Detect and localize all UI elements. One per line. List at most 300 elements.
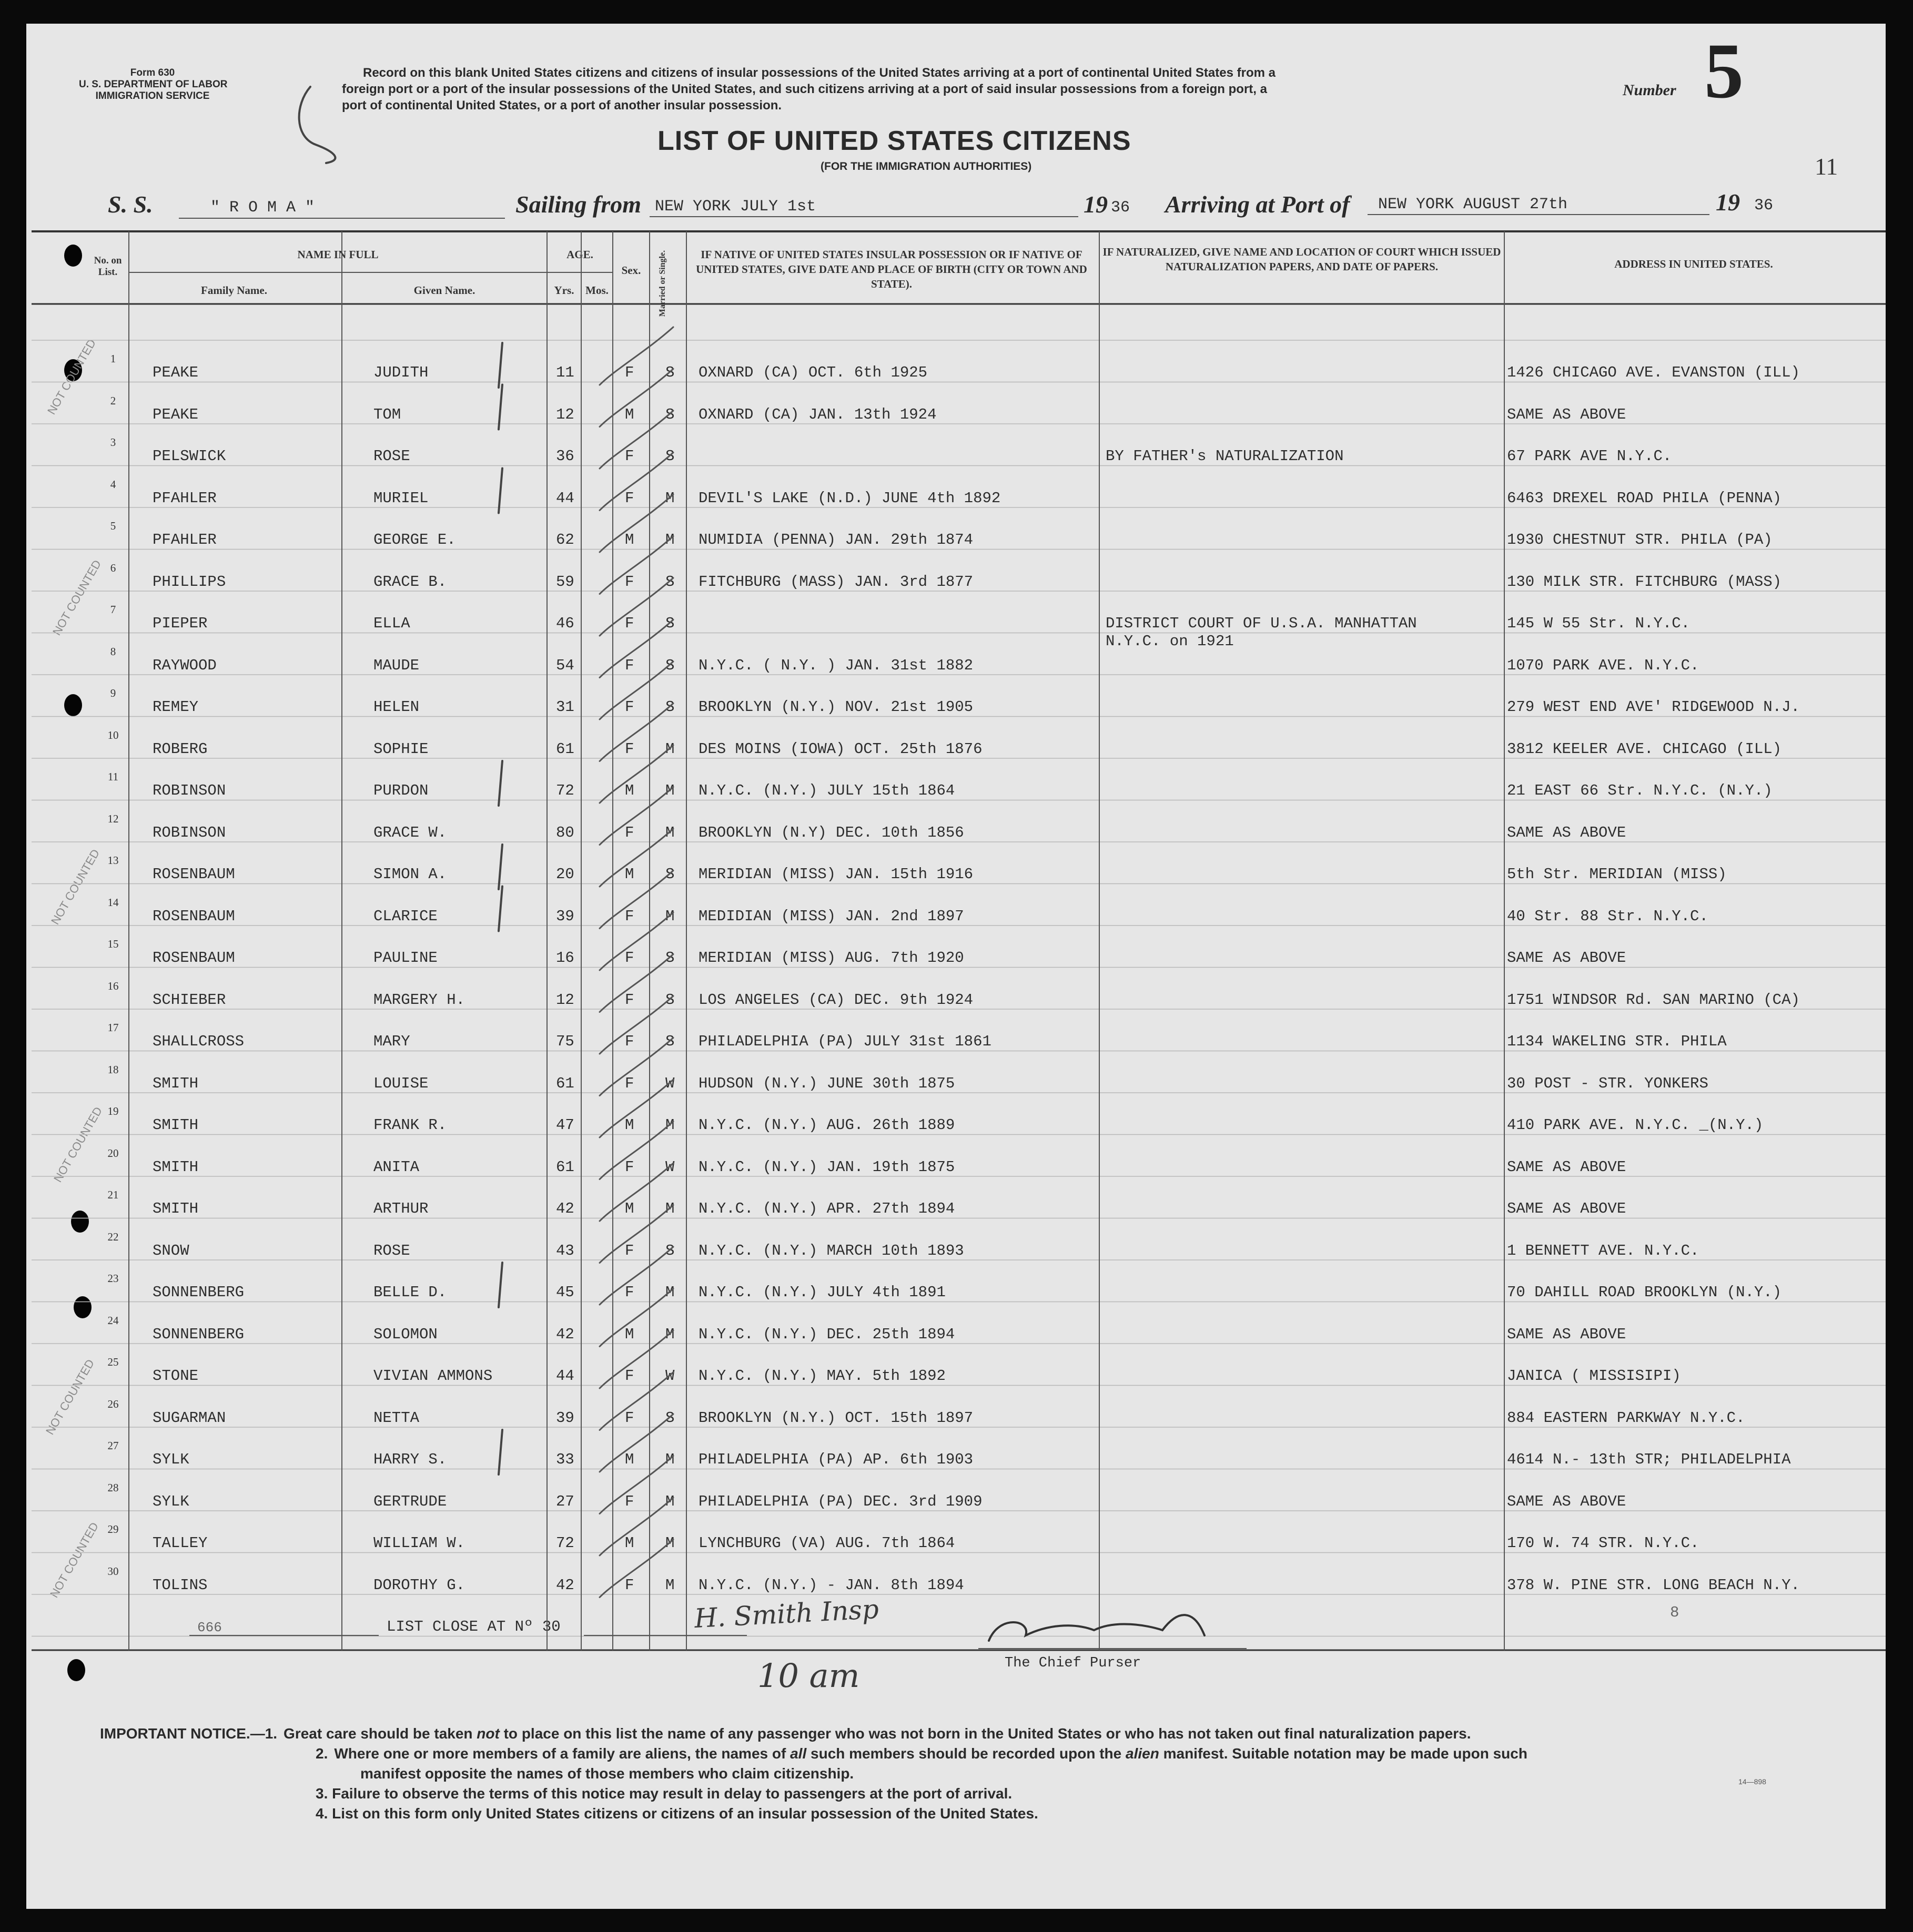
cell-no: 14 [107,896,119,909]
cell-age: 42 [556,1200,574,1217]
cell-given: MURIEL [373,489,429,507]
number-label: Number [1623,82,1676,99]
cell-age: 42 [556,1576,574,1594]
cell-family: SYLK [153,1492,189,1510]
cell-family: REMEY [153,698,199,716]
cell-ms: M [665,823,675,841]
cell-birth: HUDSON (N.Y.) JUNE 30th 1875 [699,1074,955,1092]
cell-family: PFAHLER [153,531,217,548]
tally-check [600,369,673,427]
cell-family: SMITH [153,1074,199,1092]
print-code: 14—898 [1738,1777,1766,1786]
cell-no: 12 [107,812,119,825]
cell-age: 12 [556,405,574,423]
cell-ms: M [665,740,675,758]
cell-ms: S [665,364,675,381]
cell-addr: 1751 WINDSOR Rd. SAN MARINO (CA) [1507,991,1800,1009]
cell-birth: N.Y.C. (N.Y.) APR. 27th 1894 [699,1200,955,1217]
record-line-2: foreign port or a port of the insular possessions of the United States, and such citizens arriving at a port of said insular possessions from a foreign port, a [342,82,1267,96]
service-name: IMMIGRATION SERVICE [95,90,210,101]
cell-addr: 170 W. 74 STR. N.Y.C. [1507,1534,1699,1552]
arriving-year: 36 [1754,197,1774,215]
cell-family: SONNENBERG [153,1284,245,1301]
cell-family: PEAKE [153,364,199,381]
cell-addr: SAME AS ABOVE [1507,823,1626,841]
cell-addr: 21 EAST 66 Str. N.Y.C. (N.Y.) [1507,782,1773,799]
cell-age: 43 [556,1242,574,1259]
cell-no: 22 [107,1230,119,1243]
cell-sex: M [625,1325,634,1343]
col-given-header: Given Name. [413,284,475,297]
cell-sex: F [625,448,634,465]
sailing-from: NEW YORK JULY 1st [655,198,816,216]
cell-addr: SAME AS ABOVE [1507,1492,1626,1510]
sailing-year-prefix: 19 [1084,191,1108,218]
cell-no: 27 [107,1439,119,1452]
cell-ms: S [665,949,675,967]
cell-birth: N.Y.C. (N.Y.) JAN. 19th 1875 [699,1158,955,1176]
cell-given: FRANK R. [373,1116,447,1134]
cell-no: 23 [107,1272,119,1285]
cell-no: 29 [107,1523,119,1536]
cell-sex: F [625,1409,634,1427]
tally-check [600,996,673,1054]
cell-sex: F [625,1158,634,1176]
cell-given: CLARICE [373,907,438,925]
tally-check [600,1080,673,1137]
cell-age: 20 [556,866,574,883]
not-counted-stamp: NOT COUNTED [47,1520,102,1600]
cell-ms: W [665,1367,675,1385]
cell-birth: LOS ANGELES (CA) DEC. 9th 1924 [699,991,974,1009]
cell-age: 44 [556,1367,574,1385]
cell-family: ROBERG [153,740,208,758]
cell-birth: DEVIL'S LAKE (N.D.) JUNE 4th 1892 [699,489,1001,507]
cell-sex: F [625,1074,634,1092]
cell-age: 45 [556,1284,574,1301]
cell-ms: M [665,907,675,925]
cell-addr: 410 PARK AVE. N.Y.C. _(N.Y.) [1507,1116,1764,1134]
cell-nat: DISTRICT COURT OF U.S.A. MANHATTAN [1106,615,1417,632]
cell-given: GRACE B. [373,573,447,591]
cell-family: ROSENBAUM [153,866,235,883]
tally-check [600,1205,673,1263]
cell-ms: S [665,448,675,465]
tally-check [600,1038,673,1096]
list-close-text: LIST CLOSE AT Nº 30 [387,1618,561,1635]
cell-addr: SAME AS ABOVE [1507,1325,1626,1343]
cell-birth: OXNARD (CA) JAN. 13th 1924 [699,405,937,423]
cell-birth: NUMIDIA (PENNA) JAN. 29th 1874 [699,531,974,548]
cell-age: 61 [556,1158,574,1176]
cell-family: ROBINSON [153,782,226,799]
cell-addr: 3812 KEELER AVE. CHICAGO (ILL) [1507,740,1782,758]
cell-sex: M [625,1451,634,1468]
col-name-header: NAME IN FULL [297,248,379,261]
tally-check [600,1540,673,1598]
cell-family: SONNENBERG [153,1325,245,1343]
cell-given: ROSE [373,448,410,465]
cell-sex: F [625,364,634,381]
page-mark: 11 [1815,153,1838,180]
cell-ms: S [665,1242,675,1259]
cell-sex: F [625,823,634,841]
cell-family: SNOW [153,1242,189,1259]
cell-family: SUGARMAN [153,1409,226,1427]
tally-check [600,620,673,678]
cell-birth: OXNARD (CA) OCT. 6th 1925 [699,364,928,381]
cell-age: 27 [556,1492,574,1510]
cell-ms: M [665,1492,675,1510]
cell-no: 10 [107,728,119,741]
cell-addr: 70 DAHILL ROAD BROOKLYN (N.Y.) [1507,1284,1782,1301]
tally-check [600,1247,673,1305]
cell-family: SMITH [153,1116,199,1134]
cell-sex: F [625,907,634,925]
page-subtitle: (FOR THE IMMIGRATION AUTHORITIES) [821,160,1032,172]
cell-given: DOROTHY G. [373,1576,465,1594]
handwritten-mark [299,87,336,163]
cell-sex: F [625,489,634,507]
cell-age: 36 [556,448,574,465]
cell-given: WILLIAM W. [373,1534,465,1552]
department-name: U. S. DEPARTMENT OF LABOR [79,79,228,90]
cell-no: 20 [107,1146,119,1160]
cell-family: ROSENBAUM [153,907,235,925]
cell-addr: 1134 WAKELING STR. PHILA [1507,1033,1727,1050]
pencil-tick [499,1430,502,1475]
cell-given: MARY [373,1033,410,1050]
cell-age: 44 [556,489,574,507]
col-no-header: No. on List. [94,255,122,278]
col-address-header: ADDRESS IN UNITED STATES. [1614,258,1773,270]
tally-check [600,662,673,719]
cell-age: 59 [556,573,574,591]
cell-age: 61 [556,740,574,758]
col-family-header: Family Name. [201,284,267,297]
cell-sex: F [625,1492,634,1510]
inspector-signature: H. Smith Insp [693,1593,880,1634]
cell-ms: S [665,656,675,674]
cell-addr: 130 MILK STR. FITCHBURG (MASS) [1507,573,1782,591]
cell-family: ROBINSON [153,823,226,841]
cell-sex: M [625,866,634,883]
col-sex-header: Sex. [621,264,641,277]
cell-given: HELEN [373,698,420,716]
not-counted-stamp: NOT COUNTED [45,337,99,417]
cell-birth: FITCHBURG (MASS) JAN. 3rd 1877 [699,573,974,591]
cell-age: 11 [556,364,574,381]
cell-addr: 4614 N.- 13th STR; PHILADELPHIA [1507,1451,1791,1468]
cell-age: 72 [556,782,574,799]
sailing-year: 36 [1111,199,1130,217]
notice-item-2-cont: manifest opposite the names of those members who claim citizenship. [360,1765,854,1782]
cell-given: TOM [373,405,401,423]
cell-age: 46 [556,615,574,632]
cell-birth: N.Y.C. (N.Y.) - JAN. 8th 1894 [699,1576,964,1594]
cell-birth: N.Y.C. (N.Y.) MARCH 10th 1893 [699,1242,964,1259]
pencil-tick [499,887,502,931]
not-counted-stamp: NOT COUNTED [50,557,104,638]
cell-sex: F [625,991,634,1009]
cell-nat-line2: N.Y.C. on 1921 [1106,633,1234,650]
cell-birth: MEDIDIAN (MISS) JAN. 2nd 1897 [699,907,964,925]
cell-ms: M [665,782,675,799]
cell-no: 8 [110,645,116,658]
cell-addr: 40 Str. 88 Str. N.Y.C. [1507,907,1708,925]
cell-ms: S [665,698,675,716]
col-mos-header: Mos. [585,284,609,297]
cell-sex: F [625,698,634,716]
cell-family: TALLEY [153,1534,208,1552]
cell-family: STONE [153,1367,199,1385]
tally-check [600,453,673,511]
cell-given: SIMON A. [373,866,447,883]
cell-addr: 145 W 55 Str. N.Y.C. [1507,615,1691,632]
cell-family: SCHIEBER [153,991,226,1009]
page-title: LIST OF UNITED STATES CITIZENS [657,126,1131,156]
cell-birth: MERIDIAN (MISS) AUG. 7th 1920 [699,949,964,967]
cell-age: 80 [556,823,574,841]
cell-given: ANITA [373,1158,420,1176]
cell-age: 54 [556,656,574,674]
cell-given: GEORGE E. [373,531,456,548]
cell-ms: M [665,1576,675,1594]
cell-family: SMITH [153,1200,199,1217]
cell-addr: 5th Str. MERIDIAN (MISS) [1507,866,1727,883]
cell-ms: M [665,1200,675,1217]
col-naturalized-header: IF NATURALIZED, GIVE NAME AND LOCATION OF COURT WHICH ISSUED NATURALIZATION PAPERS, AND DATE OF PAPERS. [1102,246,1501,273]
cell-no: 5 [110,520,116,532]
cell-ms: M [665,531,675,548]
col-married-header: Married or Single. [658,250,667,317]
cell-ms: S [665,405,675,423]
tally-check [600,578,673,636]
arriving-port: NEW YORK AUGUST 27th [1378,196,1568,213]
cell-birth: N.Y.C. (N.Y.) JULY 4th 1891 [699,1284,946,1301]
tally-check [600,954,673,1012]
cell-age: 47 [556,1116,574,1134]
cell-nat: BY FATHER's NATURALIZATION [1106,448,1344,465]
cell-birth: N.Y.C. (N.Y.) DEC. 25th 1894 [699,1325,955,1343]
notice-item-4: 4. List on this form only United States citizens or citizens of an insular possession of the United States. [316,1805,1038,1822]
cell-sex: F [625,1242,634,1259]
cell-given: HARRY S. [373,1451,447,1468]
cell-sex: M [625,531,634,548]
cell-addr: 6463 DREXEL ROAD PHILA (PENNA) [1507,489,1782,507]
cell-family: SHALLCROSS [153,1033,245,1050]
tally-check [600,536,673,594]
cell-sex: M [625,1534,634,1552]
cell-family: PFAHLER [153,489,217,507]
cell-no: 6 [110,561,116,574]
pencil-tick [499,343,502,388]
cell-no: 26 [107,1397,119,1410]
cell-no: 19 [107,1105,119,1117]
cell-no: 28 [107,1481,119,1494]
cell-age: 62 [556,531,574,548]
cell-ms: M [665,1451,675,1468]
cell-given: PURDON [373,782,429,799]
cell-sex: M [625,782,634,799]
cell-no: 17 [107,1021,119,1034]
cell-age: 72 [556,1534,574,1552]
cell-ms: S [665,573,675,591]
cell-age: 39 [556,907,574,925]
cell-birth: BROOKLYN (N.Y.) OCT. 15th 1897 [699,1409,974,1427]
cell-given: LOUISE [373,1074,429,1092]
cell-sex: M [625,405,634,423]
cell-given: VIVIAN AMMONS [373,1367,493,1385]
tally-check [600,411,673,469]
time-note: 10 am [757,1656,860,1695]
cell-no: 24 [107,1314,119,1327]
cell-given: NETTA [373,1409,420,1427]
cell-sex: F [625,1033,634,1050]
cell-birth: PHILADELPHIA (PA) AP. 6th 1903 [699,1451,974,1468]
cell-sex: F [625,1576,634,1594]
tally-check [600,871,673,929]
pencil-tick [499,1263,502,1307]
tally-check [600,494,673,552]
cell-birth: PHILADELPHIA (PA) JULY 31st 1861 [699,1033,991,1050]
cell-ms: W [665,1074,675,1092]
cell-no: 13 [107,854,119,867]
cell-addr: SAME AS ABOVE [1507,949,1626,967]
cell-ms: S [665,991,675,1009]
cell-age: 61 [556,1074,574,1092]
cell-family: PEAKE [153,405,199,423]
tally-check [600,327,673,385]
cell-no: 9 [110,687,116,699]
purser-signature [989,1615,1205,1641]
col-native-header: IF NATIVE OF UNITED STATES INSULAR POSSESSION OR IF NATIVE OF UNITED STATES, GIVE DATE AND PLACE OF BIRTH (CITY OR TOWN AND STATE). [696,248,1087,290]
cell-given: BELLE D. [373,1284,447,1301]
tally-check [600,1498,673,1555]
cell-family: TOLINS [153,1576,208,1594]
cell-given: JUDITH [373,364,429,381]
tally-check [600,1289,673,1347]
cell-ms: S [665,1033,675,1050]
cell-family: SMITH [153,1158,199,1176]
record-line-1: Record on this blank United States citizens and citizens of insular possessions of the United States arriving at a port of continental United States from a [363,66,1276,80]
cell-given: GERTRUDE [373,1492,447,1510]
cell-addr: SAME AS ABOVE [1507,405,1626,423]
footer-right-mark: 8 [1670,1604,1679,1621]
cell-given: GRACE W. [373,823,447,841]
cell-ms: M [665,1284,675,1301]
cell-family: PIEPER [153,615,208,632]
cell-addr: 378 W. PINE STR. LONG BEACH N.Y. [1507,1576,1800,1594]
arriving-year-prefix: 19 [1716,189,1740,216]
cell-age: 75 [556,1033,574,1050]
cell-family: ROSENBAUM [153,949,235,967]
cell-ms: W [665,1158,675,1176]
tally-check [600,787,673,845]
pencil-tick [499,845,502,889]
cell-addr: 1930 CHESTNUT STR. PHILA (PA) [1507,531,1773,548]
tally-check [600,1414,673,1472]
ss-label: S. S. [108,191,153,218]
notice-item-2: 2. Where one or more members of a family are aliens, the names of all such members should be recorded upon the alien manifest. Suitable notation may be made upon such [316,1745,1527,1762]
cell-no: 21 [107,1188,119,1201]
tally-check [600,1330,673,1388]
cell-ms: S [665,866,675,883]
cell-age: 42 [556,1325,574,1343]
cell-age: 12 [556,991,574,1009]
cell-sex: M [625,1116,634,1134]
cell-birth: N.Y.C. ( N.Y. ) JAN. 31st 1882 [699,656,974,674]
cell-birth: DES MOINS (IOWA) OCT. 25th 1876 [699,740,983,758]
ship-name: " R O M A " [210,199,315,217]
notice-item-1: IMPORTANT NOTICE.—1. Great care should be taken not to place on this list the name of any passenger who was not born in the United States or who has not taken out final naturalization papers. [100,1725,1471,1742]
tally-check [600,912,673,970]
cell-no: 16 [107,979,119,992]
cell-given: MARGERY H. [373,991,465,1009]
cell-birth: N.Y.C. (N.Y.) JULY 15th 1864 [699,782,955,799]
cell-no: 4 [110,477,116,491]
tally-check [600,745,673,803]
cell-no: 3 [110,436,116,449]
pencil-tick [499,385,502,430]
cell-no: 25 [107,1356,119,1368]
not-counted-stamp: NOT COUNTED [51,1104,105,1185]
notice-item-3: 3. Failure to observe the terms of this notice may result in delay to passengers at the port of arrival. [316,1785,1013,1802]
not-counted-stamp: NOT COUNTED [48,847,103,927]
cell-sex: F [625,1367,634,1385]
cell-sex: F [625,573,634,591]
cell-given: ARTHUR [373,1200,429,1217]
cell-no: 11 [107,770,119,783]
cell-addr: 67 PARK AVE N.Y.C. [1507,448,1672,465]
cell-sex: F [625,1284,634,1301]
form-number: Form 630 [130,67,175,78]
cell-birth: N.Y.C. (N.Y.) MAY. 5th 1892 [699,1367,946,1385]
cell-addr: SAME AS ABOVE [1507,1158,1626,1176]
cell-age: 39 [556,1409,574,1427]
cell-given: SOLOMON [373,1325,438,1343]
cell-addr: 884 EASTERN PARKWAY N.Y.C. [1507,1409,1745,1427]
cell-family: PELSWICK [153,448,226,465]
cell-sex: F [625,615,634,632]
col-yrs-header: Yrs. [554,284,574,297]
cell-birth: BROOKLYN (N.Y) DEC. 10th 1856 [699,823,964,841]
tally-check [600,704,673,761]
cell-given: MAUDE [373,656,420,674]
cell-ms: M [665,489,675,507]
cell-sex: F [625,949,634,967]
cell-family: PHILLIPS [153,573,226,591]
record-line-3: port of continental United States, or a port of another insular possession. [342,98,782,113]
sailing-label: Sailing from [515,191,642,218]
pencil-tick [499,469,502,513]
tally-check [600,1456,673,1514]
cell-no: 7 [110,603,116,616]
pencil-tick [499,761,502,806]
cell-age: 31 [556,698,574,716]
tally-check [600,1163,673,1221]
cell-birth: PHILADELPHIA (PA) DEC. 3rd 1909 [699,1492,983,1510]
cell-sex: F [625,656,634,674]
cell-no: 18 [107,1063,119,1076]
cell-given: SOPHIE [373,740,429,758]
cell-sex: M [625,1200,634,1217]
tally-check [600,1122,673,1179]
arriving-label: Arriving at Port of [1165,191,1350,218]
cell-age: 16 [556,949,574,967]
cell-family: RAYWOOD [153,656,217,674]
cell-ms: M [665,1325,675,1343]
